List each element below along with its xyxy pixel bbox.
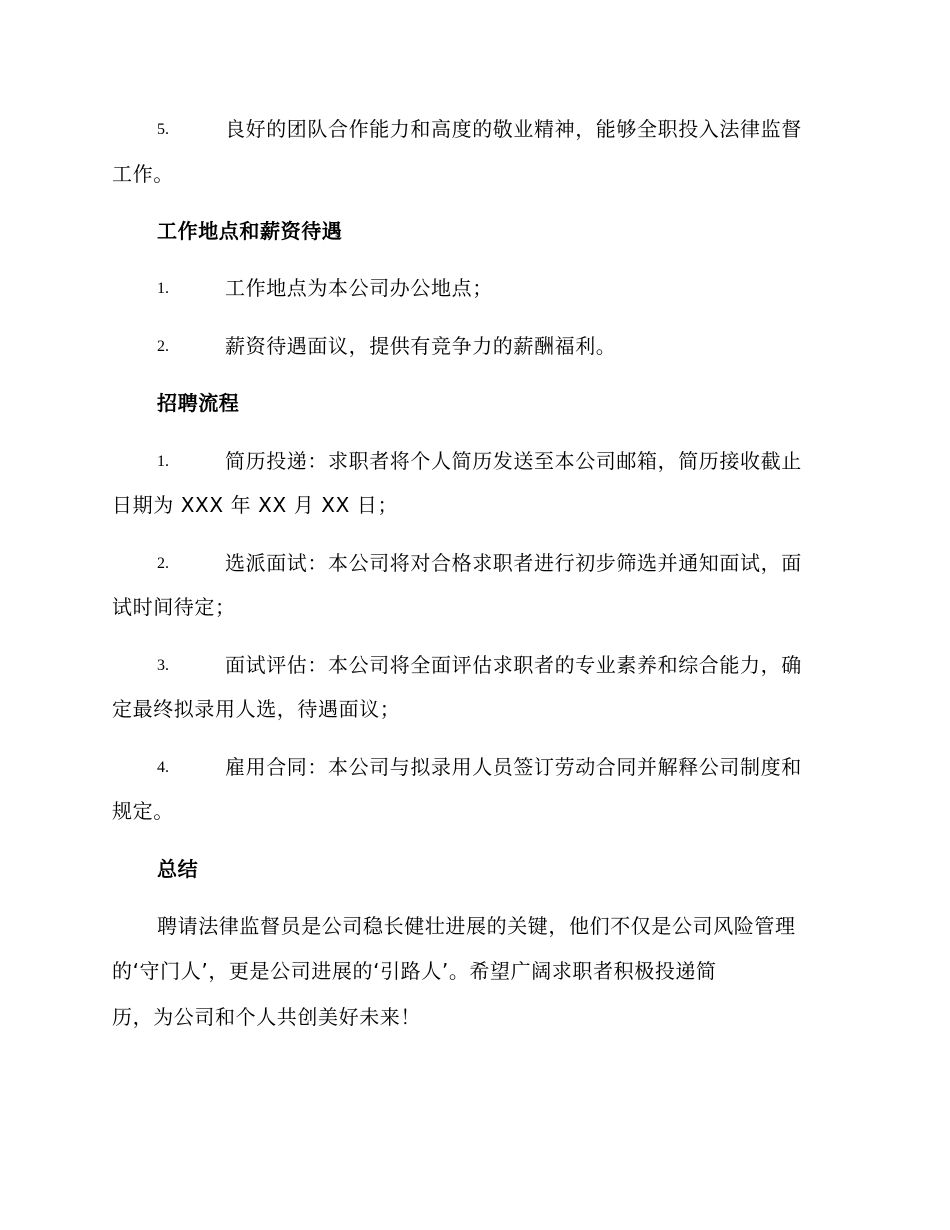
list-text-continuation: 工作。 [112,162,174,186]
list-item [112,745,832,790]
list-item [112,643,832,688]
list-number: 5. [157,121,169,138]
summary-paragraph-line: 聘请法律监督员是公司稳长健壮进展的关键，他们不仅是公司风险管理 [157,914,796,938]
list-item [112,266,832,311]
section-heading-process: 招聘流程 [157,391,240,415]
list-text-continuation: 定最终拟录用人选，待遇面议； [112,697,401,721]
list-item [112,439,832,484]
list-text-continuation: 规定。 [112,799,174,823]
summary-paragraph-line: 历，为公司和个人共创美好未来！ [112,1005,421,1029]
summary-paragraph-line: 的‘守门人’，更是公司进展的‘引路人’。希望广阔求职者积极投递简 [112,959,717,983]
list-text: 选派面试：本公司将对合格求职者进行初步筛选并通知面试，面 [225,551,802,575]
list-item [112,541,832,586]
list-number: 4. [157,759,169,776]
list-text-continuation: 试时间待定； [112,595,236,619]
list-text: 工作地点为本公司办公地点； [225,276,493,300]
list-number: 2. [157,338,169,355]
list-item [112,107,832,152]
list-item [112,324,832,369]
list-text: 简历投递：求职者将个人简历发送至本公司邮箱，简历接收截止 [225,449,802,473]
section-heading-location: 工作地点和薪资待遇 [157,219,343,243]
section-heading-summary: 总结 [157,857,199,881]
list-number: 2. [157,555,169,572]
list-number: 3. [157,657,169,674]
list-text-continuation: 日期为 XXX 年 XX 月 XX 日； [112,493,399,517]
list-number: 1. [157,280,169,297]
list-text: 薪资待遇面议，提供有竞争力的薪酬福利。 [225,334,617,358]
list-text: 面试评估：本公司将全面评估求职者的专业素养和综合能力，确 [225,653,802,677]
list-number: 1. [157,453,169,470]
list-text: 雇用合同：本公司与拟录用人员签订劳动合同并解释公司制度和 [225,755,802,779]
list-text: 良好的团队合作能力和高度的敬业精神，能够全职投入法律监督 [225,117,802,141]
